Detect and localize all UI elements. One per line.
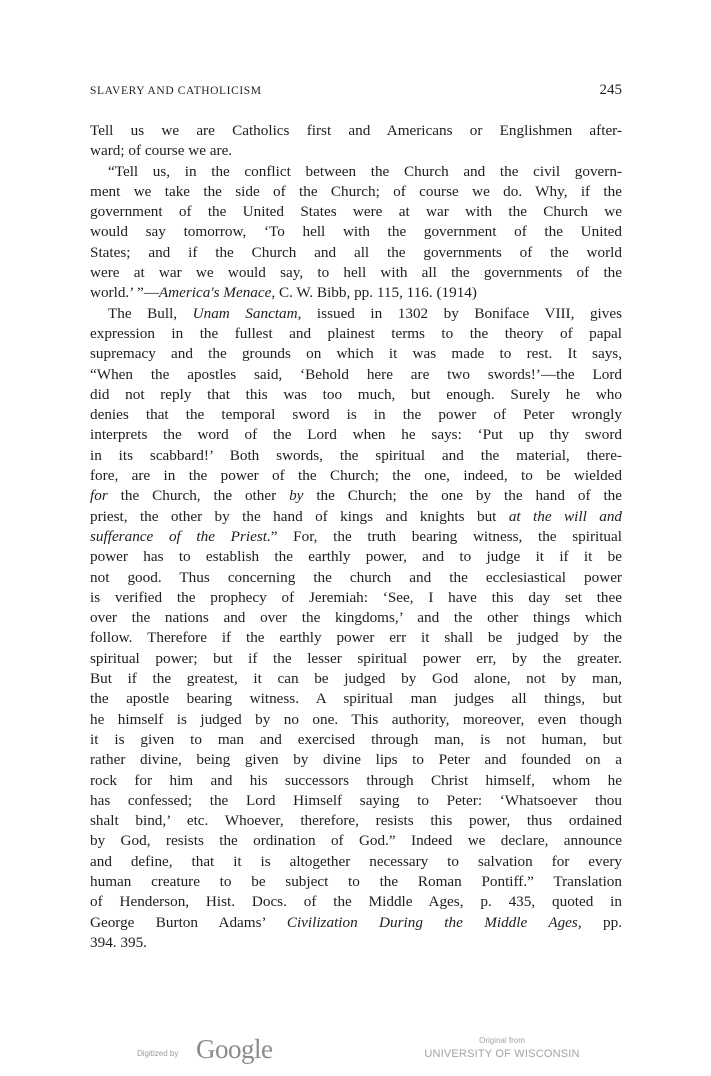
text-line: did not reply that this was too much, but enough. Surely he who — [90, 385, 622, 403]
text-line: in its scabbard!’ Both swords, the spiritual and the material, there- — [90, 446, 622, 464]
text-line: But if the greatest, it can be judged by God alone, not by man, — [90, 670, 622, 688]
text-segment: C. W. Bibb, pp. 115, 116. (1914) — [275, 284, 477, 302]
text-line: power has to establish the earthly power, and to judge it if it be — [90, 548, 622, 566]
text-line: 394. 395. — [90, 933, 147, 951]
text-line: “Tell us, in the conflict between the Church and the civil govern- — [108, 162, 622, 180]
italic-text: for — [90, 487, 108, 505]
original-from-label: Original from — [479, 1036, 525, 1045]
page-number: 245 — [599, 82, 622, 98]
italic-text: Civilization During the Middle Ages, — [286, 913, 582, 931]
text-line: interprets the word of the Lord when he says: ‘Put up thy sword — [90, 426, 622, 444]
italic-text: sufferance of the Priest. — [90, 527, 271, 545]
text-line: States; and if the Church and all the governments of the world — [90, 243, 622, 261]
text-segment: the Church, the other — [107, 487, 290, 505]
text-segment: issued in 1302 by Boniface VIII, gives — [301, 304, 622, 322]
text-line: is verified the prophecy of Jeremiah: ‘See, I have this day set thee — [90, 588, 622, 606]
text-segment: world.’ ”— — [90, 284, 159, 302]
text-line: over the nations and over the kingdoms,’ and the other things which — [90, 609, 622, 627]
text-line — [90, 507, 622, 527]
text-line: denies that the temporal sword is in the power of Peter wrongly — [90, 406, 622, 424]
text-line: expression in the fullest and plainest terms to the theory of papal — [90, 324, 622, 342]
text-line: government of the United States were at war with the Church we — [90, 203, 622, 221]
text-line: of Henderson, Hist. Docs. of the Middle Ages, p. 435, quoted in — [90, 893, 622, 911]
text-line: “When the apostles said, ‘Behold here are two swords!’—the Lord — [90, 365, 622, 383]
text-line — [90, 304, 622, 324]
text-line: he himself is judged by no one. This authority, moreover, even though — [90, 710, 622, 728]
text-segment: George Burton Adams’ — [90, 913, 287, 931]
scan-footer — [0, 1032, 711, 1072]
text-line: ward; of course we are. — [90, 142, 233, 160]
italic-text: at the will and — [508, 507, 623, 525]
text-line: has confessed; the Lord Himself saying to Peter: ‘Whatsoever thou — [90, 791, 622, 809]
text-segment: pp. — [581, 913, 622, 931]
italic-text: Unam Sanctam, — [192, 304, 302, 322]
text-line: fore, are in the power of the Church; the one, indeed, to be wielded — [90, 467, 622, 485]
text-line: shalt bind,’ etc. Whoever, therefore, resists this power, thus ordained — [90, 812, 622, 830]
text-segment: priest, the other by the hand of kings and knights but — [90, 507, 509, 525]
text-line: follow. Therefore if the earthly power err it shall be judged by the — [90, 629, 622, 647]
text-line: supremacy and the grounds on which it was made to rest. It says, — [90, 345, 622, 363]
text-line — [90, 913, 622, 933]
text-line: ment we take the side of the Church; of course we do. Why, if the — [90, 182, 622, 200]
italic-text: by — [289, 487, 304, 505]
text-line — [90, 283, 622, 303]
text-line — [90, 486, 622, 506]
digitized-by-label: Digitized by — [137, 1049, 179, 1058]
text-segment: ” For, the truth bearing witness, the spiritual — [270, 527, 622, 545]
text-line: would say tomorrow, ‘To hell with the government of the United — [90, 223, 622, 241]
text-line: the apostle bearing witness. A spiritual man judges all things, but — [90, 690, 622, 708]
text-line: not good. Thus concerning the church and the ecclesiastical power — [90, 568, 622, 586]
running-title: SLAVERY AND CATHOLICISM — [90, 85, 262, 97]
text-line: Tell us we are Catholics first and Americans or Englishmen after- — [90, 122, 622, 139]
text-segment: the Church; the one by the hand of the — [303, 487, 622, 505]
text-line: human creature to be subject to the Roman Pontiff.” Translation — [90, 872, 622, 890]
text-line: it is given to man and exercised through man, is not human, but — [90, 730, 622, 748]
body-text — [90, 121, 622, 953]
text-line: rock for him and his successors through Christ himself, whom he — [90, 771, 622, 789]
google-logo: Google — [196, 1034, 273, 1064]
text-line: by God, resists the ordination of God.” Indeed we declare, announce — [90, 832, 622, 850]
text-line: spiritual power; but if the lesser spiritual power err, by the greater. — [90, 649, 622, 667]
text-line: and define, that it is altogether necessary to salvation for every — [90, 852, 622, 870]
institution-name: UNIVERSITY OF WISCONSIN — [424, 1048, 580, 1060]
text-line: rather divine, being given by divine lips to Peter and founded on a — [90, 751, 622, 769]
text-segment: The Bull, — [108, 304, 193, 322]
running-head — [90, 82, 622, 102]
text-line — [90, 527, 622, 547]
italic-text: America's Menace, — [158, 284, 276, 302]
text-line: were at war we would say, to hell with all the governments of the — [90, 264, 622, 282]
